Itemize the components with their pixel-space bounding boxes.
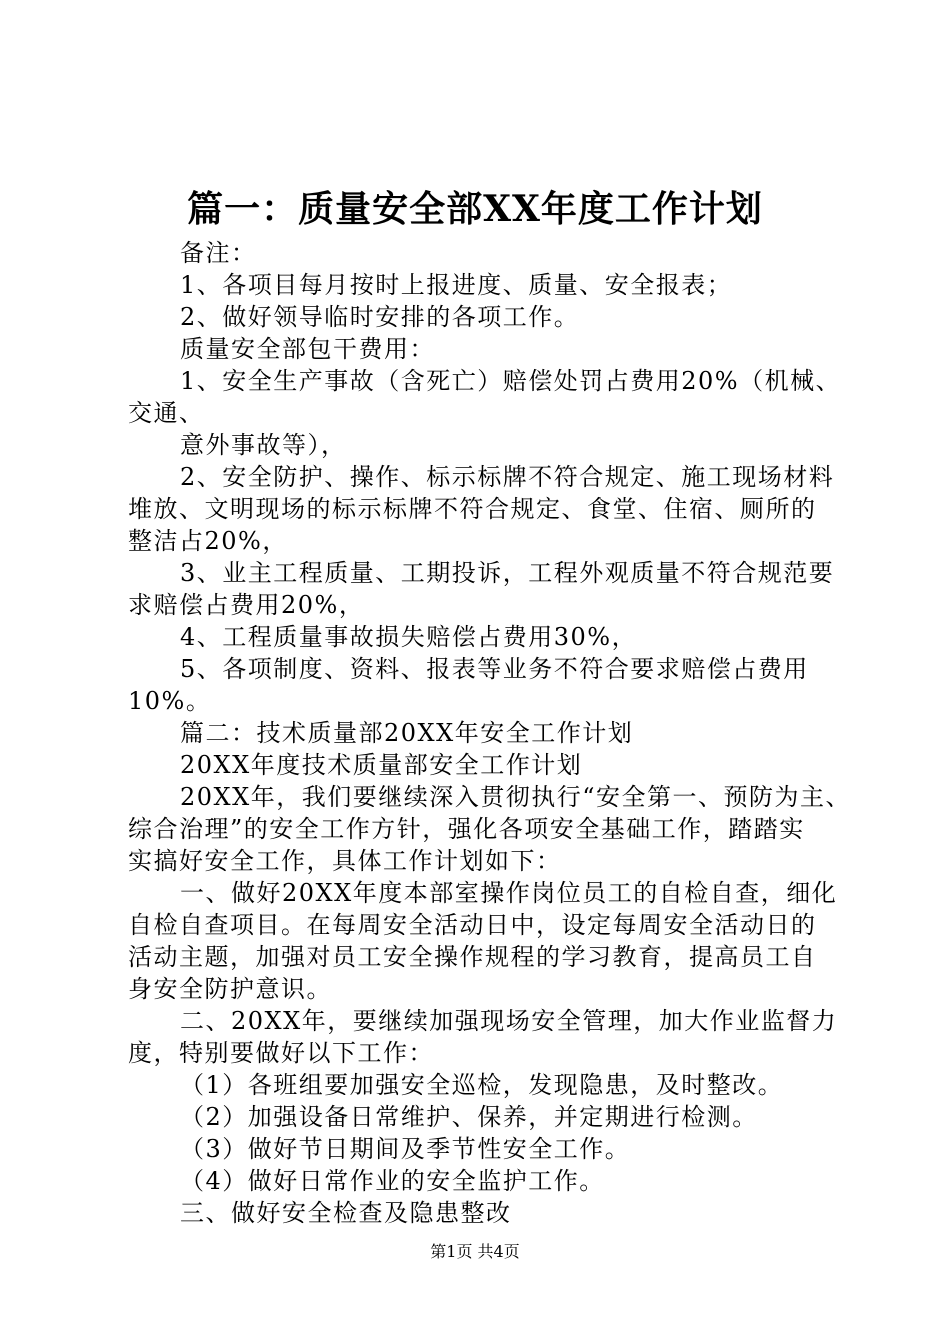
text-line: （4）做好日常作业的安全监护工作。 — [180, 1167, 605, 1195]
text-line: 20XX年，我们要继续深入贯彻执行“安全第一、预防为主、 — [180, 783, 851, 811]
text-line: 4、工程质量事故损失赔偿占费用30%， — [180, 623, 638, 651]
text-line: 度，特别要做好以下工作： — [128, 1039, 434, 1067]
text-line: 备注： — [180, 239, 257, 267]
text-line: 5、各项制度、资料、报表等业务不符合要求赔偿占费用 — [180, 655, 809, 683]
text-line: 交通、 — [128, 399, 205, 427]
text-line: 1、安全生产事故（含死亡）赔偿处罚占费用20%（机械、 — [180, 367, 842, 395]
text-line: 身安全防护意识。 — [128, 975, 332, 1003]
text-line: （3）做好节日期间及季节性安全工作。 — [180, 1135, 631, 1163]
text-line: 20XX年度技术质量部安全工作计划 — [180, 751, 583, 779]
text-line: 3、业主工程质量、工期投诉，工程外观质量不符合规范要 — [180, 559, 835, 587]
text-line: （1）各班组要加强安全巡检，发现隐患，及时整改。 — [180, 1071, 784, 1099]
text-line: 堆放、文明现场的标示标牌不符合规定、食堂、住宿、厕所的 — [128, 495, 817, 523]
text-line: 篇二：技术质量部20XX年安全工作计划 — [180, 719, 634, 747]
text-line: 质量安全部包干费用： — [180, 335, 435, 363]
text-line: 10%。 — [128, 687, 212, 715]
document-title: 篇一：质量安全部XX年度工作计划 — [187, 188, 763, 230]
text-line: 活动主题，加强对员工安全操作规程的学习教育，提高员工自 — [128, 943, 817, 971]
text-line: （2）加强设备日常维护、保养，并定期进行检测。 — [180, 1103, 758, 1131]
page-number: 第1页 共4页 — [430, 1242, 520, 1261]
text-line: 2、做好领导临时安排的各项工作。 — [180, 303, 580, 331]
text-line: 自检自查项目。在每周安全活动日中，设定每周安全活动日的 — [128, 911, 817, 939]
text-line: 求赔偿占费用20%， — [128, 591, 365, 619]
text-line: 2、安全防护、操作、标示标牌不符合规定、施工现场材料 — [180, 463, 835, 491]
text-line: 1、各项目每月按时上报进度、质量、安全报表； — [180, 271, 733, 299]
text-line: 综合治理”的安全工作方针，强化各项安全基础工作，踏踏实 — [128, 815, 805, 843]
text-line: 二、20XX年，要继续加强现场安全管理，加大作业监督力 — [180, 1007, 838, 1035]
text-line: 实搞好安全工作，具体工作计划如下： — [128, 847, 562, 875]
text-line: 意外事故等）， — [180, 431, 347, 459]
text-line: 一、做好20XX年度本部室操作岗位员工的自检自查，细化 — [180, 879, 838, 907]
text-line: 三、做好安全检查及隐患整改 — [180, 1199, 512, 1227]
text-line: 整洁占20%， — [128, 527, 288, 555]
